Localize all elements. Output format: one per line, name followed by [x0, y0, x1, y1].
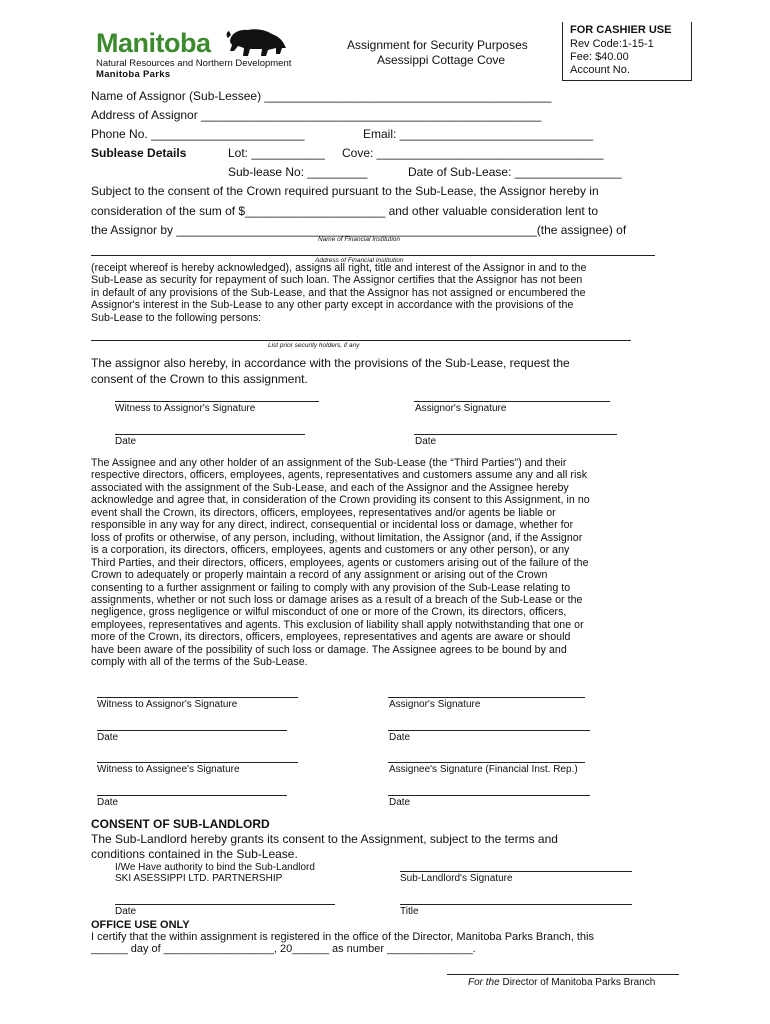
- assignor-signature-label: Assignor's Signature: [389, 699, 481, 710]
- for-the-text: For the: [468, 977, 500, 988]
- assignment-body-line: in default of any provisions of the Sub-Lease, and that the Assignor has not assigned or encumbered the: [91, 286, 586, 299]
- date-line[interactable]: [97, 730, 287, 731]
- manitoba-logo-text: Manitoba: [96, 28, 211, 58]
- lot-field[interactable]: Lot: ___________: [228, 146, 325, 160]
- sublandlord-line-2: conditions contained in the Sub-Lease.: [91, 847, 298, 861]
- date-label: Date: [115, 436, 137, 447]
- sublease-no-field[interactable]: Sub-lease No: _________: [228, 165, 368, 179]
- title-line[interactable]: [400, 904, 632, 905]
- assignment-body-line: Sub-Lease as security for repayment of such loan. The Assignor certifies that the Assignor has not been: [91, 274, 583, 287]
- assignor-name-field[interactable]: Name of Assignor (Sub-Lessee) ___________________________________________: [91, 89, 552, 103]
- liability-line: employees, representatives and agents. This exclusion of liability shall apply notwithstanding that one or: [91, 618, 584, 631]
- assignee-signature-line[interactable]: [388, 762, 585, 763]
- consent-line-3[interactable]: the Assignor by ______________________________________________________(the assignee) of: [91, 223, 627, 237]
- liability-line: associated with the assignment of the Sub-Lease, and each of the Assignor and the Assignee hereby: [91, 481, 569, 494]
- assignor-signature-line[interactable]: [414, 401, 610, 402]
- assignor-address-field[interactable]: Address of Assignor ___________________________________________________: [91, 108, 542, 122]
- fi-address-line[interactable]: [91, 255, 655, 256]
- date-line[interactable]: [115, 904, 335, 905]
- consent-line-2[interactable]: consideration of the sum of $_____________________ and other valuable consideration lent to: [91, 204, 599, 218]
- liability-line: consenting to a further assignment or failing to comply with any provision of the Sub-Lease relating to: [91, 581, 571, 594]
- liability-line: negligence, gross negligence or wilful misconduct of one or more of the Crown, its directors, officers,: [91, 606, 567, 619]
- sublandlord-signature-label: Sub-Landlord's Signature: [400, 873, 513, 884]
- liability-line: acknowledge and agree that, in consideration of the Crown providing its consent to this Assignment, in no: [91, 494, 590, 507]
- office-cert-line-2[interactable]: ______ day of __________________, 20______ as number ______________.: [91, 943, 476, 955]
- date-line[interactable]: [115, 434, 305, 435]
- liability-line: loss of profits or otherwise, of any person, including, without limitation, the Assignor (and, if the Assignor: [91, 531, 583, 544]
- consent-line-1: Subject to the consent of the Crown required pursuant to the Sub-Lease, the Assignor hereby in: [91, 184, 599, 198]
- title-label: Title: [400, 906, 419, 917]
- rev-code: Rev Code:1-15-1: [570, 38, 654, 50]
- sublandlord-signature-line[interactable]: [400, 871, 632, 872]
- sublandlord-heading: CONSENT OF SUB-LANDLORD: [91, 817, 270, 831]
- fi-address-caption: Address of Financial Institution: [315, 257, 404, 264]
- request-line-1: The assignor also hereby, in accordance with the provisions of the Sub-Lease, request the: [91, 356, 570, 370]
- prior-holders-caption: List prior security holders, if any: [268, 342, 360, 349]
- assignment-body-line: Assignor's interest in the Sub-Lease to any other party except in accordance with the provisions of the: [91, 299, 574, 312]
- witness-assignor-signature-line[interactable]: [97, 697, 298, 698]
- account-no: Account No.: [570, 64, 630, 76]
- branch-line: Manitoba Parks: [96, 69, 171, 80]
- financial-institution-caption: Name of Financial Institution: [318, 236, 401, 243]
- cashier-box: [562, 22, 692, 81]
- liability-line: Crown to adequately or properly maintain a record of any assignment or arising out of the Crown: [91, 569, 548, 582]
- partnership-name: SKI ASESSIPPI LTD. PARTNERSHIP: [115, 873, 283, 884]
- sublease-details-label: Sublease Details: [91, 146, 187, 160]
- prior-holders-line[interactable]: [91, 340, 631, 341]
- office-cert-line-1: I certify that the within assignment is registered in the office of the Director, Manitoba Parks Branch, this: [91, 931, 594, 943]
- liability-line: comply with all of the terms of the Sub-Lease.: [91, 656, 308, 669]
- liability-line: have been aware of the possibility of such loss or damage. The Assignee agrees to be bound by and: [91, 643, 567, 656]
- date-line[interactable]: [97, 795, 287, 796]
- date-line[interactable]: [388, 730, 590, 731]
- date-label: Date: [389, 732, 411, 743]
- sublease-date-field[interactable]: Date of Sub-Lease: ________________: [408, 165, 622, 179]
- assignor-signature-line[interactable]: [388, 697, 585, 698]
- office-use-heading: OFFICE USE ONLY: [91, 919, 190, 931]
- bison-icon: [224, 24, 290, 60]
- form-subtitle: Asessippi Cottage Cove: [377, 53, 506, 67]
- liability-line: responsible in any way for any direct, indirect, consequential or incidental loss or damage, whether for: [91, 519, 574, 532]
- department-line: Natural Resources and Northern Development: [96, 58, 292, 69]
- date-label: Date: [97, 797, 119, 808]
- witness-signature-label: Witness to Assignor's Signature: [115, 403, 256, 414]
- witness-signature-line[interactable]: [115, 401, 319, 402]
- assignment-body-line: (receipt whereof is hereby acknowledged), assigns all right, title and interest of the Assignor in and to the: [91, 262, 587, 274]
- form-title: Assignment for Security Purposes: [347, 38, 528, 52]
- date-label: Date: [415, 436, 437, 447]
- sublandlord-line-1: The Sub-Landlord hereby grants its consent to the Assignment, subject to the terms and: [91, 832, 558, 846]
- authority-line: I/We Have authority to bind the Sub-Landlord: [115, 862, 315, 873]
- cashier-title: FOR CASHIER USE: [570, 24, 672, 36]
- assignor-signature-label: Assignor's Signature: [415, 403, 507, 414]
- phone-field[interactable]: Phone No. _______________________: [91, 127, 305, 141]
- fee: Fee: $40.00: [570, 51, 629, 63]
- assignee-signature-label: Assignee's Signature (Financial Inst. Rep.): [389, 764, 578, 775]
- liability-line: is a corporation, its directors, officers, employees, agents and customers or any other person), or any: [91, 544, 570, 557]
- witness-assignee-signature-label: Witness to Assignee's Signature: [97, 764, 240, 775]
- witness-assignee-signature-line[interactable]: [97, 762, 298, 763]
- liability-line: respective directors, officers, employees, agents, representatives and customers assume any and all risk: [91, 469, 588, 482]
- liability-paragraph: [91, 457, 691, 669]
- liability-line: more of the Crown, its directors, officers, employees, representatives and agents are aware or should: [91, 631, 571, 644]
- director-text: Director of Manitoba Parks Branch: [499, 977, 656, 988]
- liability-line: event shall the Crown, its directors, officers, employees, representatives and/or agents be liable or: [91, 506, 556, 519]
- date-line[interactable]: [414, 434, 617, 435]
- date-label: Date: [115, 906, 137, 917]
- date-label: Date: [97, 732, 119, 743]
- cove-field[interactable]: Cove: __________________________________: [342, 146, 604, 160]
- date-line[interactable]: [388, 795, 590, 796]
- director-signature-label: [468, 977, 655, 988]
- liability-line: The Assignee and any other holder of an assignment of the Sub-Lease (the “Third Parties”) and their: [91, 457, 567, 469]
- assignment-body-line: Sub-Lease to the following persons:: [91, 311, 262, 324]
- assignment-body: [91, 262, 691, 324]
- date-label: Date: [389, 797, 411, 808]
- liability-line: Third Parties, and their directors, officers, employees, agents or customers arising out of the failure of the: [91, 556, 589, 569]
- witness-assignor-signature-label: Witness to Assignor's Signature: [97, 699, 238, 710]
- request-line-2: consent of the Crown to this assignment.: [91, 372, 308, 386]
- email-field[interactable]: Email: _____________________________: [363, 127, 594, 141]
- liability-line: assignments, whether or not such loss or damage arises as a result of a breach of the Sub-Lease or the: [91, 593, 583, 606]
- director-signature-line[interactable]: [447, 974, 679, 975]
